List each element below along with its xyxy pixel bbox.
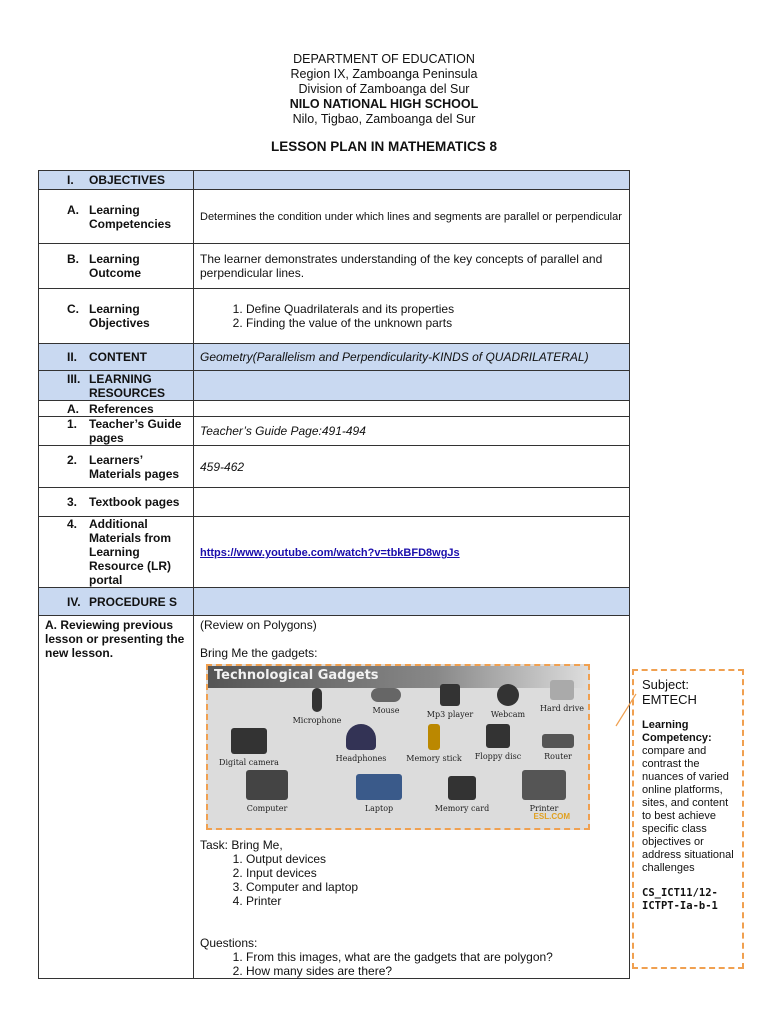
row-outcome <box>39 244 630 289</box>
memory-stick-icon <box>404 724 464 766</box>
header-address: Nilo, Tigbao, Zamboanga del Sur <box>292 112 476 126</box>
competency-text: compare and contrast the nuances of varied online platforms, sites, and content to best achieve specific class objectives or address situational challenges <box>642 745 734 874</box>
digital-camera-icon <box>214 728 284 770</box>
school-header <box>0 52 768 127</box>
subject-label: Subject: <box>642 677 689 692</box>
competencies-label-cell <box>39 190 194 244</box>
competency-label: Learning Competency: <box>642 719 712 744</box>
resources-label-cell <box>39 371 194 401</box>
header-division: Division of Zamboanga del Sur <box>298 82 470 96</box>
objectives-value <box>194 171 630 190</box>
header-region: Region IX, Zamboanga Peninsula <box>290 67 478 81</box>
references-label-cell <box>39 401 194 417</box>
tg-label: Teacher’s Guide pages <box>89 417 182 445</box>
row-additional-materials <box>39 517 630 588</box>
references-num: A. <box>67 401 79 416</box>
review-text: (Review on Polygons) <box>200 618 317 632</box>
gadget-label: Floppy disc <box>474 752 522 761</box>
procedures-num: IV. <box>67 594 81 609</box>
lobjectives-label: Learning Objectives <box>89 302 150 330</box>
objectives-header <box>39 171 194 190</box>
questions-list <box>200 950 623 978</box>
list-item: 4. Printer <box>246 894 623 908</box>
gadget-label: Digital camera <box>219 758 279 767</box>
resources-num: III. <box>67 371 81 386</box>
outcome-label-cell <box>39 244 194 289</box>
watermark: ESL.COM <box>533 812 570 821</box>
lobjectives-list <box>200 302 623 330</box>
memory-card-icon <box>422 776 502 816</box>
row-reviewing <box>39 616 630 979</box>
row-content <box>39 344 630 371</box>
list-item: 3. Computer and laptop <box>246 880 623 894</box>
lobjectives-value <box>194 289 630 344</box>
tb-label: Textbook pages <box>89 495 180 509</box>
objectives-label: OBJECTIVES <box>89 173 166 187</box>
lr-value-cell <box>194 517 630 588</box>
gadget-label: Memory card <box>434 804 490 813</box>
webcam-icon <box>480 684 536 722</box>
content-label: CONTENT <box>89 350 147 364</box>
content-num: II. <box>67 350 78 364</box>
lm-num: 2. <box>67 452 78 467</box>
content-value: Geometry(Parallelism and Perpendicularity-KINDS of QUADRILATERAL) <box>194 344 630 371</box>
row-procedures <box>39 588 630 616</box>
subject-value: EMTECH <box>642 692 697 707</box>
row-competencies <box>39 190 630 244</box>
lobjectives-num: C. <box>67 302 79 316</box>
hard-drive-icon <box>538 680 586 716</box>
gadget-label: Microphone <box>292 716 342 725</box>
outcome-num: B. <box>67 252 79 266</box>
procedures-value <box>194 588 630 616</box>
competencies-num: A. <box>67 202 79 217</box>
tg-num: 1. <box>67 417 78 431</box>
lm-value: 459-462 <box>194 446 630 488</box>
list-item: 1. Output devices <box>246 852 623 866</box>
row-learners-materials <box>39 446 630 488</box>
row-resources <box>39 371 630 401</box>
gadgets-heading: Technological Gadgets <box>214 668 379 683</box>
list-item: 1. Define Quadrilaterals and its properties <box>246 302 623 316</box>
gadget-label: Computer <box>246 804 288 813</box>
headphones-icon <box>326 724 396 766</box>
bring-text: Bring Me the gadgets: <box>200 646 318 660</box>
mouse-icon <box>356 688 416 718</box>
reviewing-content <box>194 616 630 979</box>
questions-text: Questions: <box>200 936 258 950</box>
objectives-num: I. <box>67 173 74 187</box>
gadget-label: Memory stick <box>406 754 462 763</box>
lm-label-cell <box>39 446 194 488</box>
lr-label: Additional Materials from Learning Resource (LR) portal <box>89 517 172 587</box>
competency-callout <box>632 669 744 969</box>
resources-value <box>194 371 630 401</box>
tb-num: 3. <box>67 495 78 509</box>
row-objectives <box>39 171 630 190</box>
gadget-label: Hard drive <box>540 704 584 713</box>
list-item: 2. Finding the value of the unknown parts <box>246 316 623 330</box>
computer-icon <box>232 770 302 816</box>
tg-label-cell <box>39 417 194 446</box>
mp3-player-icon <box>422 684 478 722</box>
gadget-label: Mouse <box>372 706 400 715</box>
page-title: LESSON PLAN IN MATHEMATICS 8 <box>270 139 497 154</box>
lobjectives-label-cell <box>39 289 194 344</box>
header-department: DEPARTMENT OF EDUCATION <box>293 52 475 66</box>
list-item: 1. From this images, what are the gadgets that are polygon? <box>246 950 623 964</box>
row-references <box>39 401 630 417</box>
gadget-label: Webcam <box>490 710 526 719</box>
references-label: References <box>89 401 154 416</box>
gadget-label: Headphones <box>335 754 387 763</box>
laptop-icon <box>344 774 414 816</box>
reviewing-label: A. Reviewing previous lesson or presenting the new lesson. <box>39 616 194 979</box>
header-school: NILO NATIONAL HIGH SCHOOL <box>289 97 479 111</box>
procedures-label-cell <box>39 588 194 616</box>
microphone-icon <box>282 688 352 728</box>
competency-code: CS_ICT11/12-ICTPT-Ia-b-1 <box>642 887 718 912</box>
task-text: Task: Bring Me, <box>200 838 283 852</box>
list-item: 2. How many sides are there? <box>246 964 623 978</box>
tg-value: Teacher’s Guide Page:491-494 <box>194 417 630 446</box>
row-learning-objectives <box>39 289 630 344</box>
references-value <box>194 401 630 417</box>
gadgets-image <box>206 664 590 830</box>
gadget-label: Mp3 player <box>426 710 474 719</box>
row-teachers-guide <box>39 417 630 446</box>
tb-value <box>194 488 630 517</box>
competencies-value: Determines the condition under which lines and segments are parallel or perpendicular <box>194 190 630 244</box>
lesson-plan-table <box>38 170 630 979</box>
lr-num: 4. <box>67 517 78 531</box>
lm-label: Learners’ Materials pages <box>89 452 180 481</box>
gadget-label: Printer <box>529 804 559 813</box>
gadget-label: Laptop <box>364 804 394 813</box>
tb-label-cell <box>39 488 194 517</box>
competencies-label: Learning Competencies <box>89 202 172 231</box>
router-icon <box>532 724 584 764</box>
outcome-value: The learner demonstrates understanding of the key concepts of parallel and perpendicular lines. <box>194 244 630 289</box>
outcome-label: Learning Outcome <box>89 252 142 280</box>
lr-label-cell <box>39 517 194 588</box>
procedures-label: PROCEDURE S <box>89 594 178 609</box>
row-textbook <box>39 488 630 517</box>
task-list <box>200 852 623 908</box>
content-label-cell <box>39 344 194 371</box>
floppy-disc-icon <box>468 724 528 764</box>
resources-label: LEARNING RESOURCES <box>89 371 166 400</box>
gadget-label: Router <box>544 752 572 761</box>
list-item: 2. Input devices <box>246 866 623 880</box>
youtube-link[interactable]: https://www.youtube.com/watch?v=tbkBFD8wgJs <box>200 547 460 559</box>
